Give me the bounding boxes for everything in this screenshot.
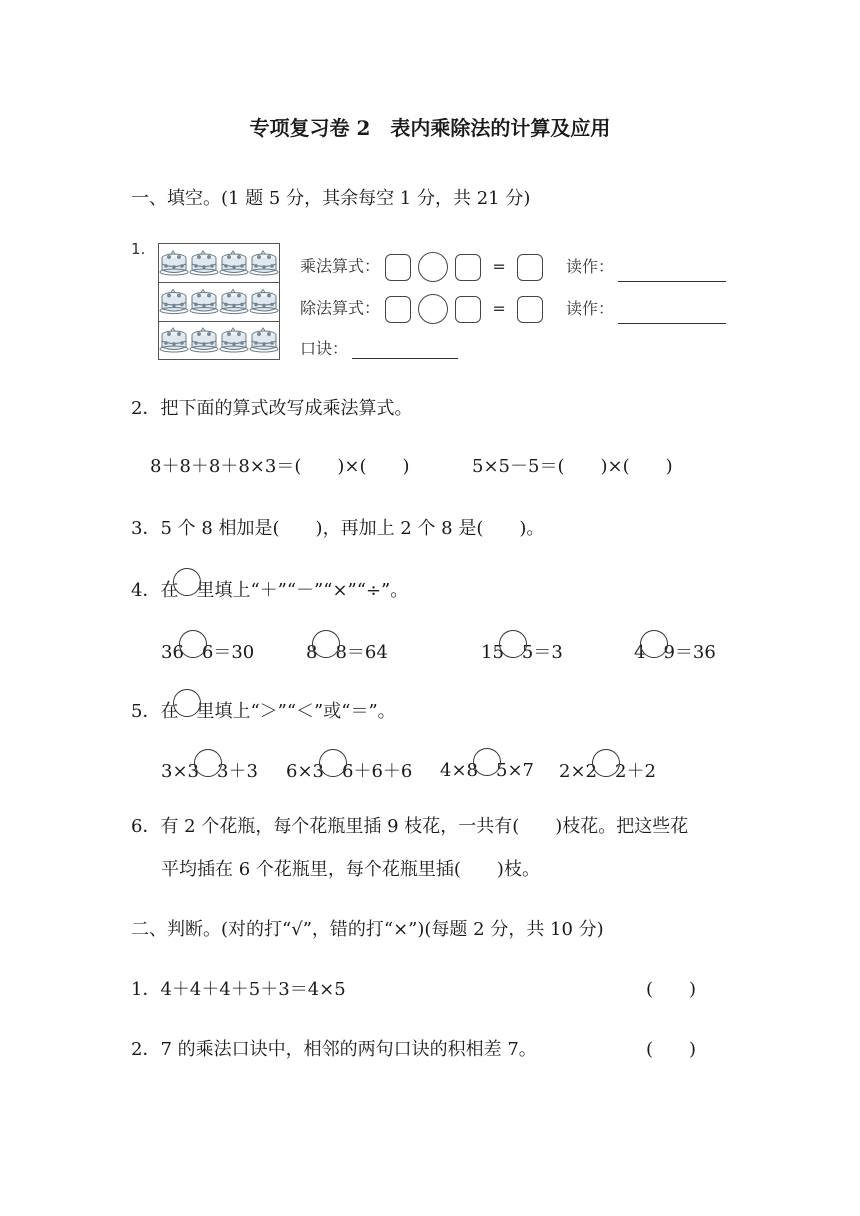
q5-item-1: 3×3 3＋3: [161, 757, 258, 786]
mult-read-blank[interactable]: [618, 263, 726, 282]
q2-expr-1: 8＋8＋8＋8×3＝( )×( ): [150, 456, 410, 477]
cake-icon: [250, 328, 278, 352]
q5-item-2: 6×3 6＋6＋6: [286, 757, 412, 786]
q4-answer-circle-1[interactable]: [179, 630, 207, 658]
q5-item-3: 4×8 5×7: [440, 757, 534, 785]
cake-icon: [160, 251, 188, 275]
mult-operator-circle[interactable]: [418, 252, 448, 282]
q2-expr-2: 5×5－5＝( )×( ): [472, 456, 673, 477]
div-read-label: 读作：: [565, 298, 614, 318]
rhyme-row: [300, 336, 458, 359]
judge-item-2-text: 2．7 的乘法口诀中，相邻的两句口诀的积相差 7。: [131, 1039, 537, 1060]
q5-instruction: 5．在 里填上“＞”“＜”或“＝”。: [131, 697, 396, 726]
cake-icon: [190, 251, 218, 275]
q4-item-4: 4 9＝36: [634, 638, 716, 667]
judge-item-1-bracket[interactable]: ( ): [646, 979, 697, 1000]
rhyme-label: 口诀：: [300, 339, 349, 358]
q5-answer-circle-1[interactable]: [194, 749, 222, 777]
div-box-1[interactable]: [385, 296, 411, 323]
div-label: 除法算式：: [300, 298, 381, 318]
cake-icon: [190, 290, 218, 314]
section2-heading: 二、判断。(对的打“√”，错的打“×”)(每题 2 分，共 10 分): [131, 919, 604, 940]
cake-icon: [160, 328, 188, 352]
mult-read-label: 读作：: [565, 256, 614, 276]
cake-icon: [160, 290, 188, 314]
mult-label: 乘法算式：: [300, 256, 381, 276]
q6-line-2: 平均插在 6 个花瓶里，每个花瓶里插( )枝。: [161, 859, 540, 880]
q5-answer-circle-2[interactable]: [319, 749, 347, 777]
div-read-blank[interactable]: [618, 305, 726, 324]
q4-item-2: 8 8＝64: [306, 638, 388, 667]
q5-item-4: 2×2 2＋2: [559, 757, 656, 786]
cake-icon: [250, 290, 278, 314]
q1-number: 1.: [131, 240, 146, 258]
div-box-2[interactable]: [455, 296, 481, 323]
q5-answer-circle-4[interactable]: [592, 749, 620, 777]
cake-icon: [220, 251, 248, 275]
cake-icon: [250, 251, 278, 275]
mult-box-2[interactable]: [455, 254, 481, 281]
q4-instruction: 4．在 里填上“＋”“－”“×”“÷”。: [131, 576, 408, 605]
q2-text: 2．把下面的算式改写成乘法算式。: [131, 398, 413, 419]
q4-item-3: 15 5＝3: [481, 638, 563, 667]
cake-icon: [159, 244, 279, 358]
cake-icon: [220, 328, 248, 352]
mult-box-1[interactable]: [385, 254, 411, 281]
cake-icon: [220, 290, 248, 314]
div-equals: =: [492, 298, 506, 318]
div-operator-circle[interactable]: [418, 294, 448, 324]
mult-equals: =: [492, 256, 506, 276]
q6-line-1: 6．有 2 个花瓶，每个花瓶里插 9 枝花，一共有( )枝花。把这些花: [131, 816, 689, 837]
q5-answer-circle-3[interactable]: [473, 748, 501, 776]
cake-grid-image: [158, 243, 280, 360]
section1-heading: 一、填空。(1 题 5 分，其余每空 1 分，共 21 分): [131, 188, 531, 209]
q4-item-1: 36 6＝30: [161, 638, 254, 667]
mult-row: [300, 252, 726, 282]
judge-item-1-text: 1．4＋4＋4＋5＋3＝4×5: [131, 979, 346, 1000]
cake-icon: [190, 328, 218, 352]
page-title: 专项复习卷 2 表内乘除法的计算及应用: [249, 116, 611, 140]
q3-text: 3．5 个 8 相加是( )，再加上 2 个 8 是( )。: [131, 518, 545, 539]
div-result-box[interactable]: [517, 296, 543, 323]
div-row: [300, 294, 726, 324]
q4-answer-circle-3[interactable]: [499, 630, 527, 658]
rhyme-blank[interactable]: [352, 340, 458, 359]
mult-result-box[interactable]: [517, 254, 543, 281]
judge-item-2-bracket[interactable]: ( ): [646, 1039, 697, 1060]
